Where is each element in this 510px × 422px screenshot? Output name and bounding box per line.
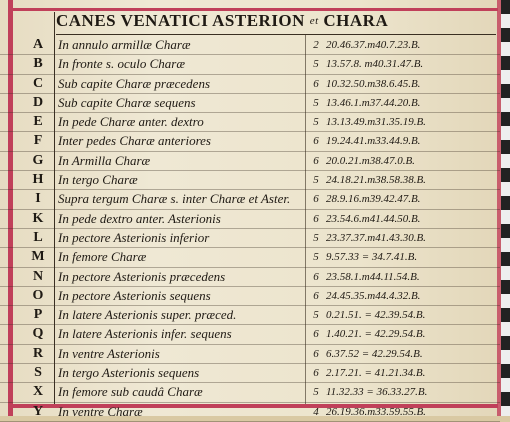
row-letter: O: [32, 287, 44, 303]
row-coordinates: 2.17.21. = 41.21.34.B.: [326, 367, 426, 380]
row-letter: R: [32, 345, 44, 361]
table-row: [0, 94, 500, 113]
row-magnitude: 2: [313, 39, 319, 51]
table-row: [0, 345, 500, 364]
row-coordinates: 24.18.21.m38.58.38.B.: [326, 174, 426, 187]
row-magnitude: 5: [313, 174, 319, 187]
row-description: In annulo armillæ Charæ: [58, 37, 191, 52]
table-row: [0, 171, 500, 190]
row-letter: A: [32, 37, 44, 52]
row-letter: E: [33, 114, 43, 130]
row-letter: I: [35, 191, 41, 207]
table-row: [0, 229, 500, 248]
row-letter: Q: [32, 326, 44, 342]
row-letter: C: [32, 75, 44, 91]
header-et: et: [309, 15, 319, 27]
row-coordinates: 1.40.21. = 42.29.54.B.: [326, 328, 426, 341]
table-row: [0, 190, 500, 209]
row-coordinates: 28.9.16.m39.42.47.B.: [326, 193, 421, 206]
row-letter: L: [33, 229, 43, 245]
row-description: In pede Charæ anter. dextro: [58, 114, 204, 130]
row-coordinates: 26.19.36.m33.59.55.B.: [326, 405, 426, 418]
row-description: In ventre Charæ: [58, 403, 143, 419]
table-row: [0, 383, 500, 402]
row-coordinates: 0.21.51. = 42.39.54.B.: [326, 309, 426, 322]
row-coordinates: 13.13.49.m31.35.19.B.: [326, 116, 426, 129]
row-description: In latere Asterionis super. præced.: [58, 307, 237, 323]
row-description: Sub capite Charæ præcedens: [58, 75, 211, 91]
row-coordinates: 23.58.1.m44.11.54.B.: [326, 270, 420, 283]
row-letter: P: [33, 307, 43, 323]
table-row: [0, 268, 500, 287]
row-magnitude: 6: [313, 270, 319, 283]
table-row: [0, 132, 500, 151]
degree-scale-strip: [501, 0, 510, 416]
row-description: In tergo Charæ: [58, 172, 138, 188]
table-row: [0, 364, 500, 383]
table-row: [0, 287, 500, 306]
table-row: [0, 152, 500, 171]
row-magnitude: 5: [313, 231, 319, 244]
row-magnitude: 5: [313, 58, 319, 71]
row-magnitude: 6: [313, 328, 319, 341]
table-row: [0, 55, 500, 74]
row-letter: Y: [32, 403, 44, 419]
row-magnitude: 6: [313, 77, 319, 90]
row-description: In ventre Asterionis: [58, 345, 160, 361]
row-magnitude: 5: [313, 386, 319, 399]
row-letter: D: [32, 94, 44, 110]
row-magnitude: 6: [313, 154, 319, 167]
row-magnitude: 4: [313, 405, 319, 418]
row-coordinates: 23.54.6.m41.44.50.B.: [326, 212, 421, 225]
table-row: [0, 36, 500, 55]
header-title-part1: CANES VENATICI ASTERION: [56, 11, 305, 30]
row-description: In pede dextro anter. Asterionis: [58, 210, 221, 226]
header-title-part2: CHARA: [323, 11, 389, 30]
row-description: In pectore Asterionis inferior: [58, 229, 210, 245]
row-letter: K: [32, 210, 44, 226]
row-description: In femore sub caudâ Charæ: [58, 384, 203, 400]
row-coordinates: 24.45.35.m44.4.32.B.: [326, 289, 421, 302]
row-letter: H: [32, 172, 44, 188]
table-row: [0, 75, 500, 94]
star-table: [0, 36, 500, 422]
row-coordinates: 9.57.33 = 34.7.41.B.: [326, 251, 418, 264]
row-coordinates: 13.46.1.m37.44.20.B.: [326, 96, 421, 109]
row-magnitude: 5: [313, 309, 319, 322]
row-coordinates: 11.32.33 = 36.33.27.B.: [326, 386, 428, 399]
row-coordinates: 23.37.37.m41.43.30.B.: [326, 231, 426, 244]
row-description: In fronte s. oculo Charæ: [58, 56, 185, 72]
row-letter: B: [33, 56, 43, 72]
table-row: [0, 113, 500, 132]
table-row: [0, 210, 500, 229]
row-magnitude: 5: [313, 116, 319, 129]
row-coordinates: 10.32.50.m38.6.45.B.: [326, 77, 421, 90]
row-magnitude: 6: [313, 135, 319, 148]
row-magnitude: 6: [313, 347, 319, 360]
row-letter: N: [32, 268, 44, 284]
row-description: In pectore Asterionis sequens: [58, 287, 211, 303]
row-coordinates: 13.57.8. m40.31.47.B.: [326, 58, 424, 71]
row-letter: G: [32, 152, 44, 168]
row-coordinates: 6.37.52 = 42.29.54.B.: [326, 347, 423, 360]
table-row: [0, 325, 500, 344]
row-description: In pectore Asterionis præcedens: [58, 268, 226, 284]
row-magnitude: 6: [313, 289, 319, 302]
row-letter: X: [32, 384, 44, 400]
table-row: [0, 403, 500, 422]
row-description: In latere Asterionis infer. sequens: [58, 326, 232, 342]
row-description: In Armilla Charæ: [58, 152, 151, 168]
row-magnitude: 5: [313, 96, 319, 109]
row-letter: M: [31, 249, 45, 265]
row-magnitude: 6: [313, 212, 319, 225]
table-row: [0, 248, 500, 267]
row-letter: S: [34, 365, 42, 381]
row-description: In femore Charæ: [58, 249, 147, 265]
table-row: [0, 306, 500, 325]
row-description: Supra tergum Charæ s. inter Charæ et Aster.: [58, 191, 291, 207]
row-description: In tergo Asterionis sequens: [58, 365, 200, 381]
row-coordinates: 20.46.37.m40.7.23.B.: [326, 39, 421, 51]
row-coordinates: 20.0.21.m38.47.0.B.: [326, 154, 415, 167]
row-magnitude: 5: [313, 251, 319, 264]
table-header: [56, 8, 496, 35]
row-coordinates: 19.24.41.m33.44.9.B.: [326, 135, 421, 148]
row-magnitude: 6: [313, 193, 319, 206]
row-letter: F: [33, 133, 43, 149]
row-magnitude: 6: [313, 367, 319, 380]
row-description: Inter pedes Charæ anteriores: [58, 133, 211, 149]
row-description: Sub capite Charæ sequens: [58, 94, 196, 110]
